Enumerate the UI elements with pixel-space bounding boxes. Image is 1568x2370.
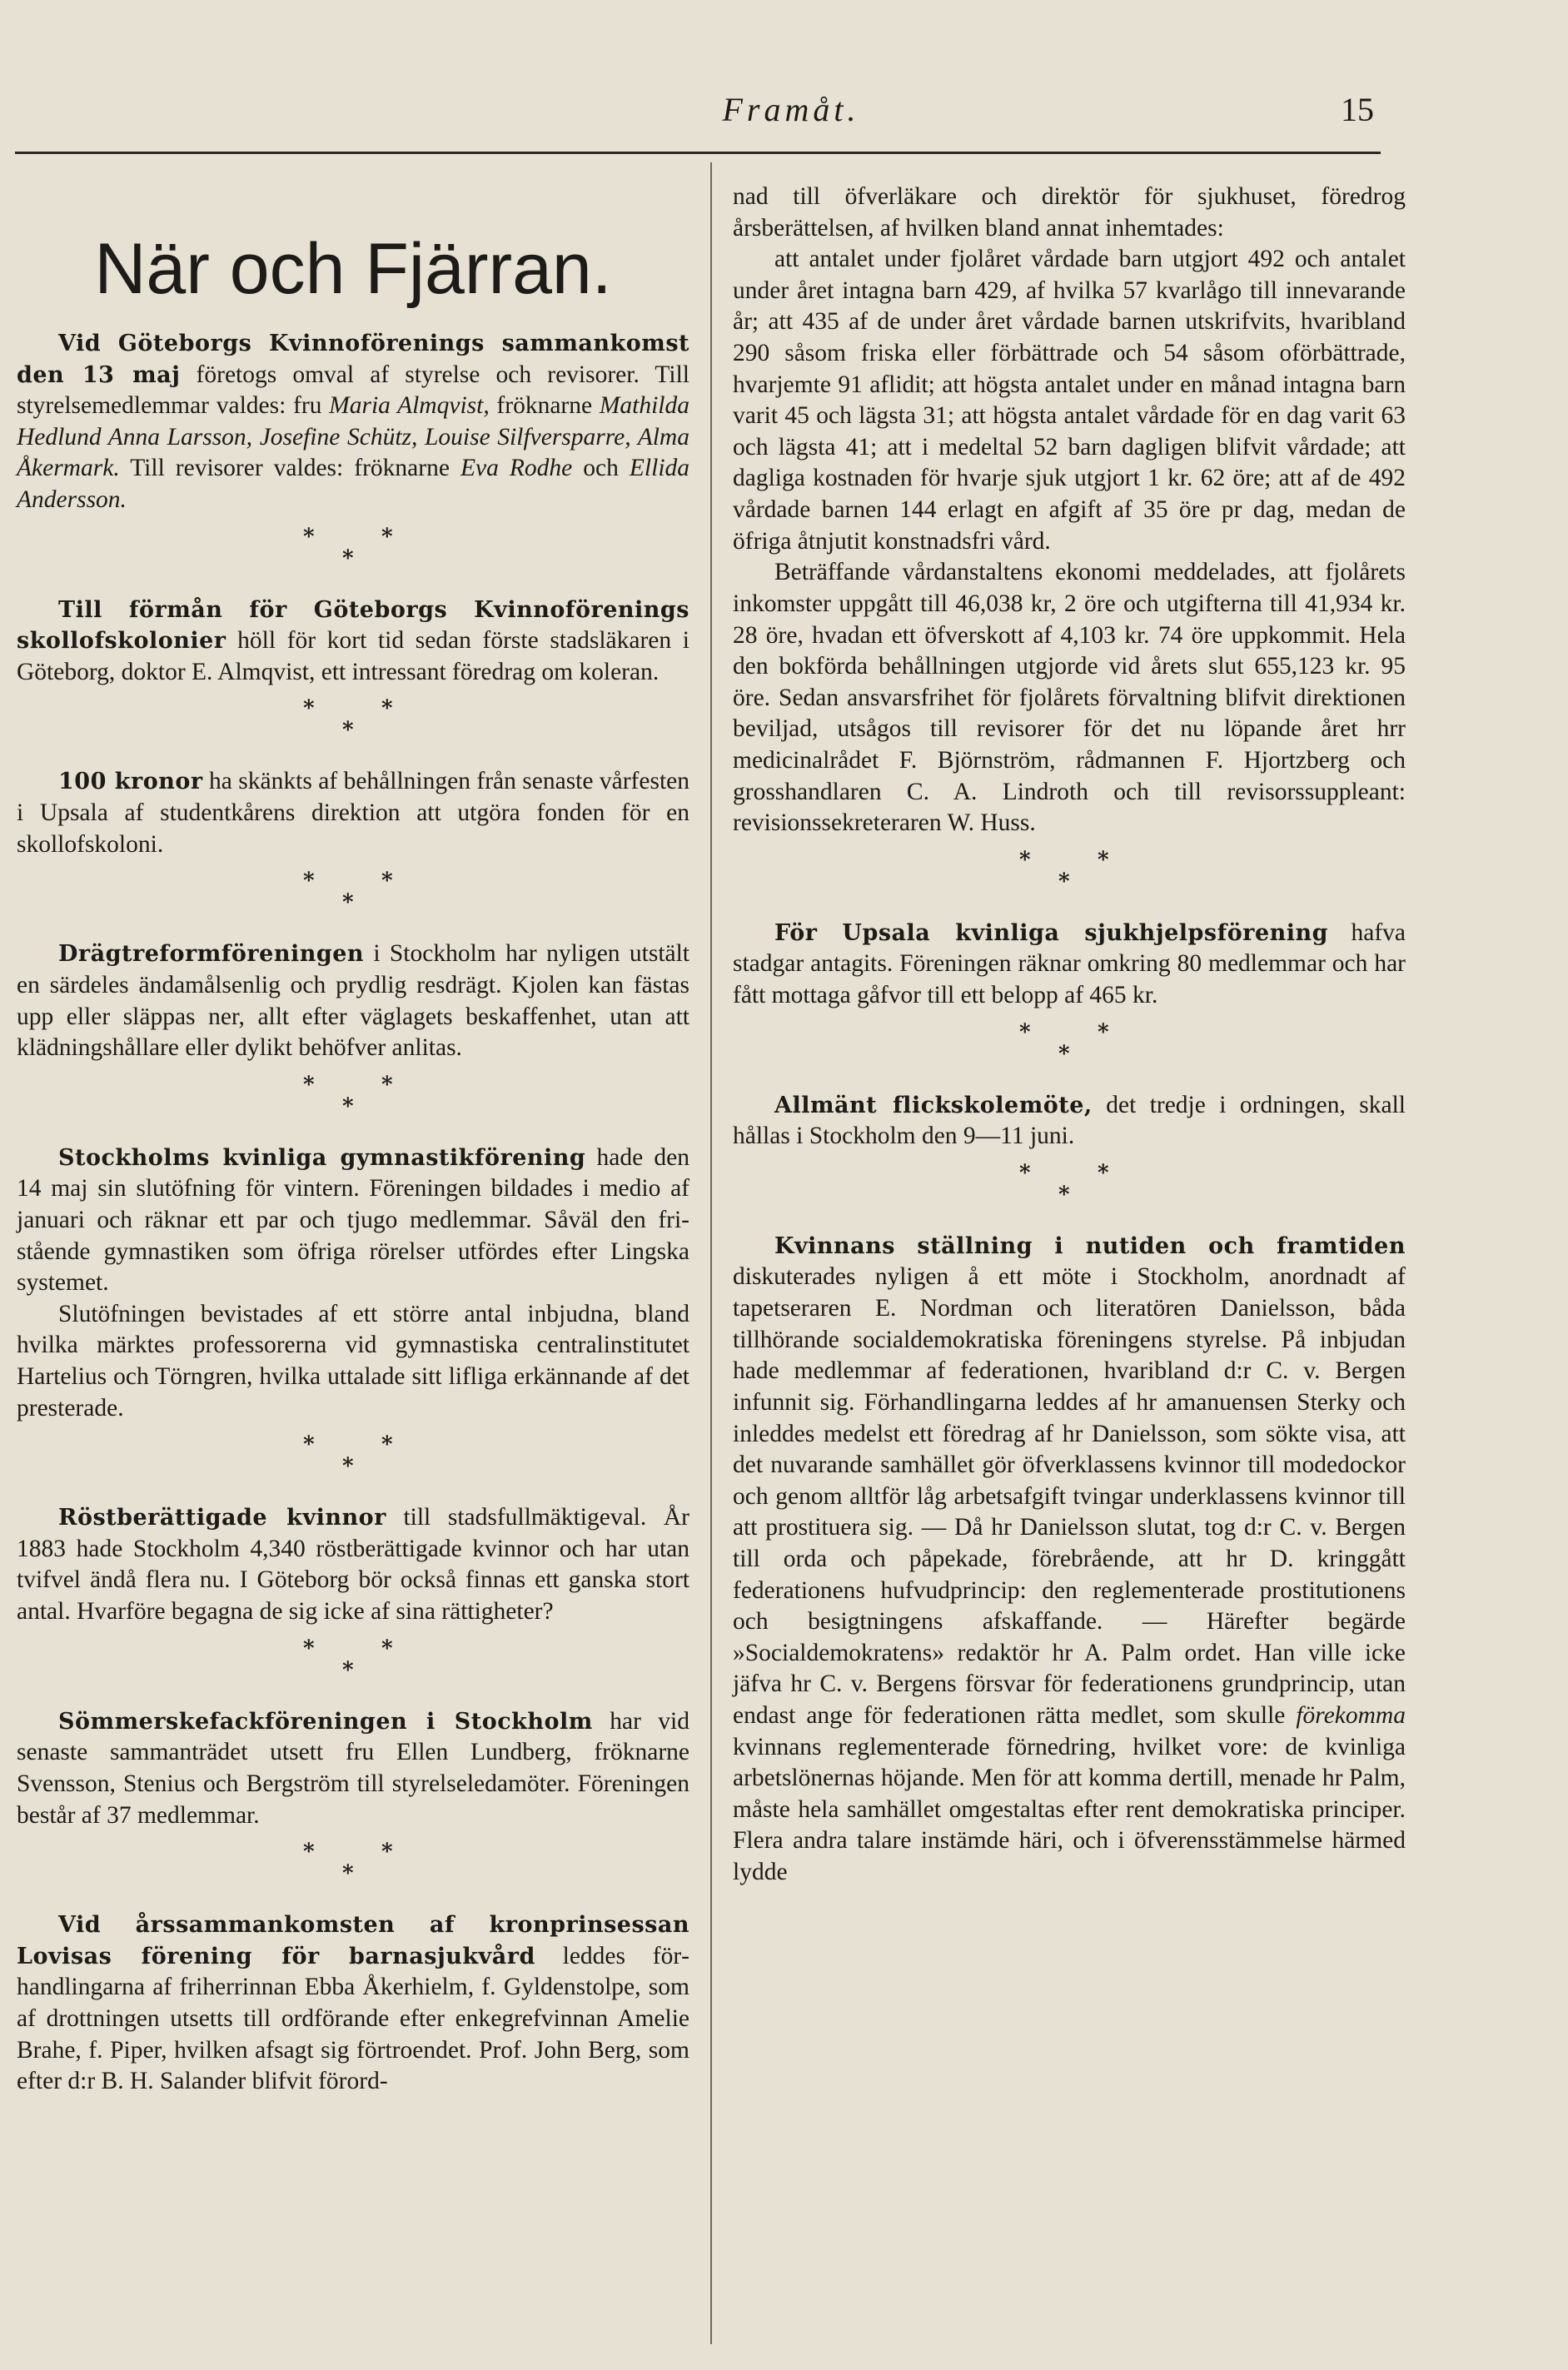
- separator-star: *: [381, 1636, 393, 1661]
- article-paragraph: Slutöfningen bevistades af ett större antal inbjudna, bland hvilka märktes professorerna vid gymnastiska centralinstitutet Hartelius och Törngren, hvilka uttalade sitt lifliga erkännande af det presterade.: [17, 1300, 689, 1422]
- page-number: 15: [1341, 91, 1374, 128]
- article-paragraph: [733, 1090, 1406, 1153]
- article-lead: Sömmerskefackföreningen i Stockholm: [58, 1708, 593, 1735]
- article-paragraph: [17, 1909, 689, 2098]
- article-paragraph: [17, 1706, 689, 1831]
- article-paragraph: [17, 1143, 689, 1299]
- separator-stars: [1019, 844, 1119, 909]
- right-intro: [733, 182, 1406, 839]
- separator-star: *: [1019, 1160, 1031, 1186]
- article-paragraph: [17, 766, 689, 860]
- separator-stars: [303, 1429, 403, 1494]
- separator-star: *: [381, 524, 393, 550]
- article-lead: Vid årssammankomsten af kronprinsessan Lovisas förening för barnasjukvård: [17, 1912, 689, 1969]
- article-text: ha skänkts af behållningen från senaste vårfesten i Upsala af studentkårens direktion att utgöra fonden för en skollofskoloni.: [17, 768, 689, 858]
- separator-star: *: [381, 1432, 393, 1458]
- article-text: diskuterades nyligen å ett möte i Stockholm, anordnadt af tapetseraren E. Nordman och literatören Danielsson, båda tillhörande socialdemokratiska föreningens styrelse. På inbjudan hade medlemmar af federationen, hvaribland d:r C. v. Bergen infunnit sig. Förhandlingarna leddes af hr amanuensen Sterky och inleddes medelst ett föredrag af hr Danielsson, som sökte visa, att det nuvarande samhället gör öfverklassens kvinnor till modedockor och genom alltför låg arbetsafgift tvingar underklassens kvinnor till att prostituera sig. — Då hr Danielsson slutat, tog d:r C. v. Bergen till orda och påpekade, förebrående, att hr D. kringgått federationens hufvudprincip: den reglementerade prostitutionens och besigtningens afskaffande. — Härefter begärde »Socialdemokratens» redaktör hr A. Palm ordet. Han ville icke jäfva hr C. v. Bergens försvar för federationens grundprincip, utan endast ange för federationen rätta medlet, som skulle: [733, 1263, 1406, 1729]
- separator-star: *: [303, 1072, 315, 1098]
- article-text: Ellida Andersson.: [17, 455, 690, 514]
- separator-star: *: [342, 545, 354, 571]
- separator-star: *: [1098, 1019, 1109, 1045]
- intro-paragraph: att antalet under fjolåret vårdade barn utgjort 492 och antalet under året intagna barn 429, af hvilka 57 kvarlågo till innevarande år; att 435 af de under året vårdade barnen utskrifvits, hvaribland 290 såsom friska eller förbättrade och 54 såsom oförbättrade, hvarjemte 91 aflidit; att högsta antalet under en månad intagna barn varit 45 och lägsta 31; att högsta antalet vårdade för en dag varit 63 och lägsta 41; att i medeltal 52 barn dagligen blifvit vårdade; att dagliga kostnaden för hvarje sjuk utgjort 1 kr. 62 öre; att af de 492 vårdade barnen 144 erlagt en afgift af 35 öre pr dag, medan de öfriga åtnjutit konstnadsfri vård.: [733, 246, 1406, 555]
- article-paragraph: [17, 1502, 689, 1627]
- separator-stars: [303, 1069, 403, 1134]
- article-text: företogs omval af styrelse och revisorer. Till styrelsemedlemmar valdes: fru: [17, 361, 689, 420]
- separator-stars: [303, 865, 403, 930]
- article-lead: 100 kronor: [58, 769, 203, 795]
- separator-star: *: [303, 1840, 315, 1865]
- article-text: Maria Almqvist,: [329, 392, 490, 420]
- separator-star: *: [1058, 1041, 1070, 1067]
- article-lead: Till förmån för Göteborgs Kvinnoförenings skollofskolonier: [17, 596, 689, 655]
- separator-star: *: [1019, 1019, 1031, 1045]
- article-lead: Allmänt flickskolemöte,: [774, 1092, 1093, 1118]
- article-paragraph: [733, 1231, 1406, 1889]
- column-rule: [710, 162, 712, 2344]
- separator-star: *: [381, 869, 393, 894]
- separator-stars: [1019, 1158, 1119, 1222]
- article-lead: Röstberättigade kvinnor: [58, 1505, 386, 1531]
- article-text: förekomma: [1296, 1701, 1406, 1729]
- separator-stars: [1019, 1017, 1119, 1082]
- separator-stars: [303, 521, 403, 586]
- right-articles: [733, 844, 1406, 1889]
- article-lead: Drägtreformföreningen: [58, 941, 365, 968]
- article-text: har vid senaste sammanträdet utsett fru Ellen Lundberg, fröknarne Svensson, Stenius och Bergström till styrelseledamöter. Föreningen består af 37 medlemmar.: [17, 1707, 689, 1829]
- separator-star: *: [342, 1861, 354, 1887]
- article-paragraph: [17, 328, 689, 516]
- article-lead: Kvinnans ställning i nutiden och framtiden: [774, 1232, 1406, 1259]
- separator-star: *: [303, 1636, 315, 1661]
- article-text: hafva stadgar antagits. Föreningen räknar omkring 80 medlemmar och har fått mottaga gåfvor till ett belopp af 465 kr.: [733, 919, 1406, 1009]
- intro-paragraph: Beträffande vårdanstaltens ekonomi meddelades, att fjolårets inkomster uppgått till 46,038 kr, 2 öre och utgifterna till 41,934 kr. 28 öre, hvadan ett öfverskott af 4,103 kr. 74 öre uppkommit. Hela den bokförda behållningen utgjorde vid årets slut 655,123 kr. 95 öre. Sedan ansvarsfrihet för fjolårets förvaltning blifvit direktionen beviljad, utsågos till revisorer för det nu löpande året hrr medicinalrådet F. Björnström, rådmannen F. Hjortzberg och grosshandlaren C. A. Lindroth och till revisorssuppleant: revisionssekreteraren W. Huss.: [733, 559, 1406, 837]
- article-paragraph: [733, 918, 1406, 1012]
- separator-star: *: [1058, 869, 1070, 894]
- section-heading: När och Fjärran.: [94, 229, 612, 309]
- separator-star: *: [381, 1072, 393, 1098]
- article-text: till stadsfullmäktigeval. År 1883 hade Stockholm 4,340 röstberättigade kvinnor och har utan tvifvel ändå flera nu. I Göteborg bör också finnas ett ganska stort antal. Hvarföre begagna de sig icke af sina rättigheter?: [17, 1504, 689, 1626]
- article-text: Till revisorer valdes: fröknarne: [119, 455, 460, 482]
- right-column: [733, 182, 1406, 1889]
- separator-star: *: [303, 524, 315, 550]
- article-lead: Stockholms kvinliga gymnastikförening: [58, 1144, 586, 1171]
- separator-star: *: [303, 869, 315, 894]
- running-title: Framåt.: [722, 91, 860, 128]
- article-lead: Vid Göteborgs Kvinnoförenings sammankomst den 13 maj: [17, 331, 689, 388]
- article-text: Mathilda Hedlund Anna Larsson, Josefine Schütz, Louise Silfversparre, Alma Åkermark.: [17, 392, 689, 482]
- separator-star: *: [342, 890, 354, 916]
- article-text: höll för kort tid sedan förste stadsläkaren i Göteborg, doktor E. Almqvist, ett intressant föredrag om koleran.: [17, 627, 689, 685]
- separator-star: *: [1019, 847, 1031, 873]
- separator-star: *: [381, 1840, 393, 1865]
- article-text: leddes förhandlingarna af friherrinnan Ebba Åkerhielm, f. Gyldenstolpe, som af drottningen utsetts till ordförande efter enkegrefvinnan Amelie Brahe, f. Piper, hvilken afsagt sig förtroendet. Prof. John Berg, som efter d:r B. H. Salander blifvit förord-: [17, 1942, 689, 2095]
- article-paragraph: [17, 939, 689, 1063]
- separator-stars: [303, 693, 403, 758]
- intro-paragraph: nad till öfverläkare och direktör för sjukhuset, föredrog årsberättelsen, af hvilken bland annat inhemtades:: [733, 183, 1406, 241]
- article-text: Eva Rodhe: [460, 455, 573, 482]
- left-column: [17, 183, 689, 2098]
- separator-star: *: [342, 1657, 354, 1683]
- separator-stars: [303, 1633, 403, 1698]
- article-paragraph: [17, 595, 689, 689]
- header-rule: [15, 152, 1381, 154]
- separator-star: *: [342, 718, 354, 744]
- separator-star: *: [342, 1454, 354, 1480]
- separator-star: *: [381, 696, 393, 722]
- article-text: det tredje i ordningen, skall hållas i Stockholm den 9—11 juni.: [733, 1091, 1406, 1150]
- separator-star: *: [303, 696, 315, 722]
- article-text: och: [572, 455, 630, 482]
- separator-star: *: [1058, 1182, 1070, 1207]
- article-text: hade den 14 maj sin slutöfning för vintern. Föreningen bildades i medio af januari och räknar ett par och tjugo medlemmar. Såväl den fristående gymnastiken som öfriga rörelser utfördes efter Lingska systemet.: [17, 1143, 689, 1297]
- article-lead: För Upsala kvinliga sjukhjelpsförening: [774, 919, 1329, 946]
- article-text: fröknarne: [489, 392, 600, 420]
- separator-star: *: [1098, 847, 1109, 873]
- separator-star: *: [1098, 1160, 1109, 1186]
- separator-star: *: [303, 1432, 315, 1458]
- left-articles: [17, 328, 689, 2098]
- article-text: kvinnans reglementerade förnedring, hvilket vore: de kvinliga arbetslönernas höjande. Men för att komma dertill, menade hr Palm, måste hela samhället omgestaltas efter rent demokratiska principer. Flera andra talare instämde häri, och i öfverensstämmelse härmed lydde: [733, 1733, 1406, 1886]
- separator-stars: [303, 1836, 403, 1901]
- separator-star: *: [342, 1093, 354, 1119]
- article-text: i Stockholm har nyligen utstält en särdeles ändamålsenlig och prydlig resdrägt. Kjolen kan fästas upp eller släppas ner, allt efter väglagets beskaffenhet, utan att klädningshållare eller dylikt behöfver anlitas.: [17, 940, 689, 1062]
